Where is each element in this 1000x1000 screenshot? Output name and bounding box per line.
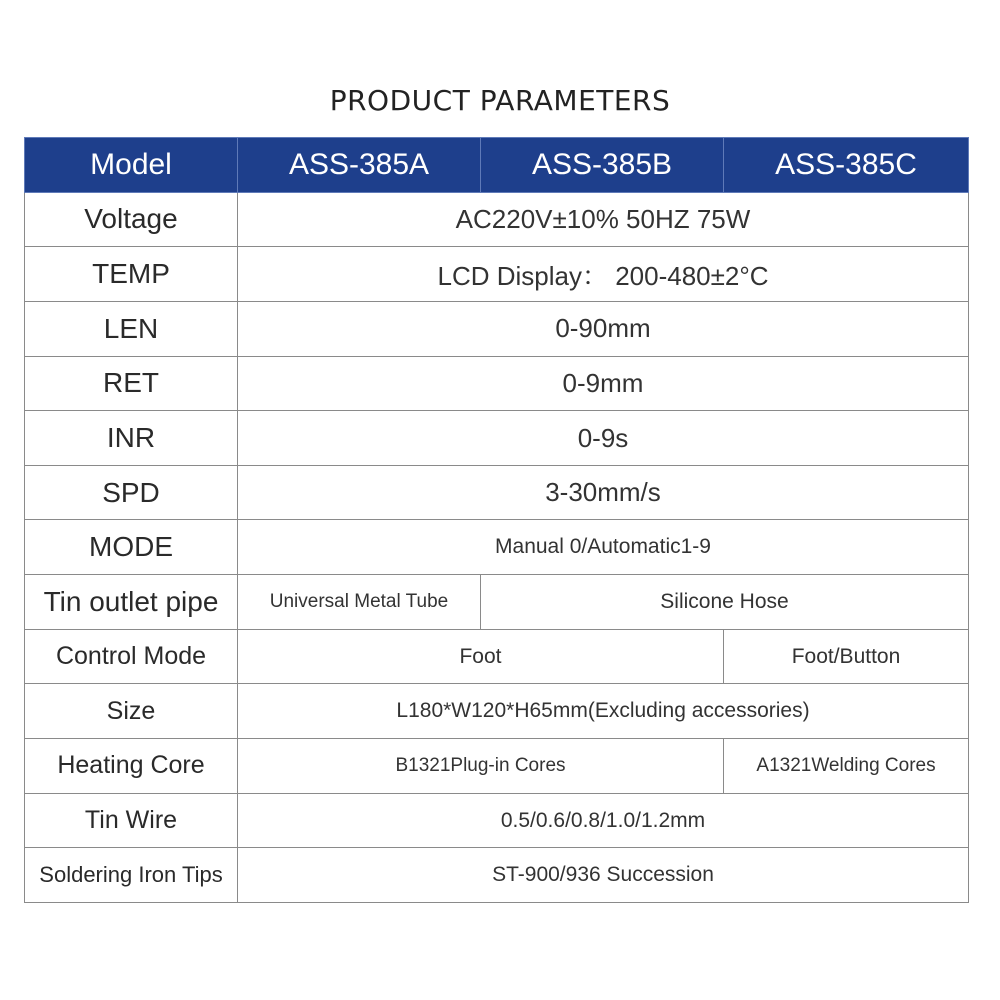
soldering-iron-tips-label: Soldering Iron Tips [25, 848, 238, 903]
page-title: PRODUCT PARAMETERS [329, 84, 671, 117]
heating-core-value-c: A1321Welding Cores [724, 739, 969, 794]
inr-value: 0-9s [238, 411, 969, 466]
voltage-label: Voltage [25, 192, 238, 247]
heating-core-label: Heating Core [25, 739, 238, 794]
table-row [25, 411, 969, 466]
tin-wire-value: 0.5/0.6/0.8/1.0/1.2mm [238, 793, 969, 848]
tin-outlet-pipe-value-bc: Silicone Hose [481, 575, 969, 630]
table-row [25, 793, 969, 848]
voltage-value: AC220V±10% 50HZ 75W [238, 192, 969, 247]
model-ass-385b: ASS-385B [481, 138, 724, 193]
size-label: Size [25, 684, 238, 739]
tin-outlet-pipe-value-a: Universal Metal Tube [238, 575, 481, 630]
heating-core-value-ab: B1321Plug-in Cores [238, 739, 724, 794]
temp-label: TEMP [25, 247, 238, 302]
tin-wire-label: Tin Wire [25, 793, 238, 848]
table-row [25, 739, 969, 794]
model-ass-385c: ASS-385C [724, 138, 969, 193]
tin-outlet-pipe-label: Tin outlet pipe [25, 575, 238, 630]
table-row [25, 848, 969, 903]
table-row [25, 301, 969, 356]
spd-label: SPD [25, 465, 238, 520]
table-row [25, 684, 969, 739]
spd-value: 3-30mm/s [238, 465, 969, 520]
table-row [25, 247, 969, 302]
table-row [25, 629, 969, 684]
control-mode-value-c: Foot/Button [724, 629, 969, 684]
control-mode-value-ab: Foot [238, 629, 724, 684]
ret-label: RET [25, 356, 238, 411]
mode-value: Manual 0/Automatic1-9 [238, 520, 969, 575]
table-row [25, 575, 969, 630]
table-row [25, 465, 969, 520]
product-parameters-table [24, 137, 969, 903]
model-header: Model [25, 138, 238, 193]
len-label: LEN [25, 301, 238, 356]
header-row [25, 138, 969, 193]
table-row [25, 356, 969, 411]
size-value: L180*W120*H65mm(Excluding accessories) [238, 684, 969, 739]
model-ass-385a: ASS-385A [238, 138, 481, 193]
len-value: 0-90mm [238, 301, 969, 356]
table-row [25, 192, 969, 247]
ret-value: 0-9mm [238, 356, 969, 411]
temp-value: LCD Display： 200-480±2°C [238, 247, 969, 302]
soldering-iron-tips-value: ST-900/936 Succession [238, 848, 969, 903]
table-row [25, 520, 969, 575]
inr-label: INR [25, 411, 238, 466]
mode-label: MODE [25, 520, 238, 575]
control-mode-label: Control Mode [25, 629, 238, 684]
